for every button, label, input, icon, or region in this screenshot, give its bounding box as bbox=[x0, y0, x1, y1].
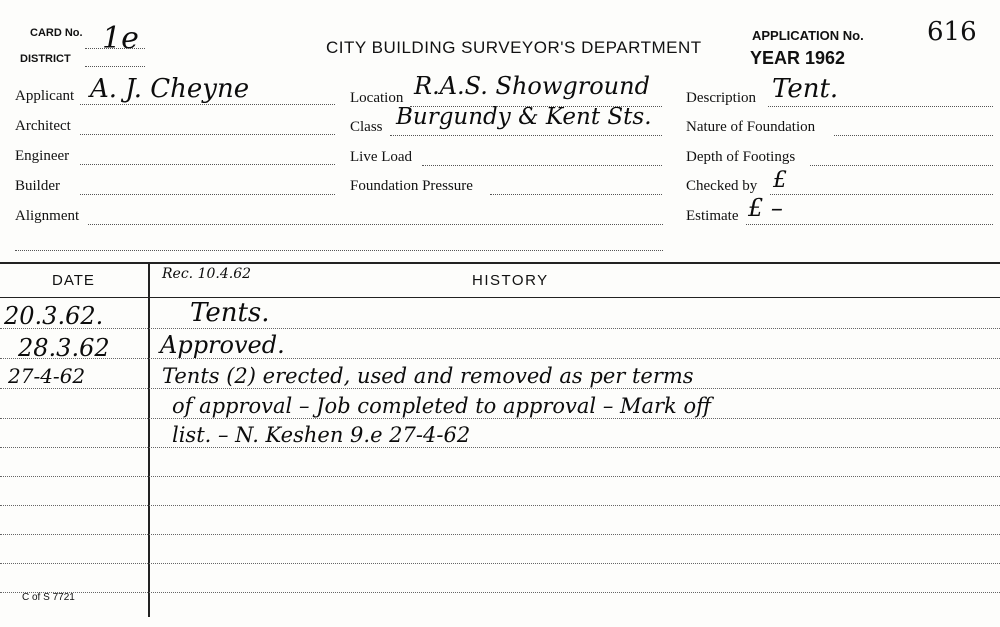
location-label: Location bbox=[350, 90, 404, 106]
live-load-label: Live Load bbox=[350, 149, 413, 165]
checked-by-value: £ bbox=[773, 168, 787, 193]
received-note: Rec. 10.4.62 bbox=[162, 266, 252, 282]
nature-of-foundation-label: Nature of Foundation bbox=[686, 119, 816, 135]
card-no-label: CARD No. bbox=[30, 27, 83, 39]
architect-label: Architect bbox=[15, 118, 71, 134]
depth-of-footings-label: Depth of Footings bbox=[686, 149, 796, 165]
description-label: Description bbox=[686, 90, 756, 106]
engineer-label: Engineer bbox=[15, 148, 70, 164]
foundation-pressure-label: Foundation Pressure bbox=[350, 178, 473, 194]
application-number: 616 bbox=[927, 17, 977, 47]
history-date: 28.3.62 bbox=[18, 334, 110, 362]
location-value: R.A.S. Showground bbox=[414, 72, 650, 100]
checked-by-label: Checked by bbox=[686, 178, 758, 194]
history-text: Tents. bbox=[190, 298, 270, 328]
history-text: of approval – Job completed to approval – Mark off bbox=[172, 394, 711, 418]
estimate-value: £ – bbox=[748, 194, 783, 222]
history-text: Approved. bbox=[160, 331, 285, 359]
history-date: 20.3.62. bbox=[4, 302, 104, 330]
class-label: Class bbox=[350, 119, 383, 135]
history-date: 27-4-62 bbox=[8, 364, 86, 388]
description-value: Tent. bbox=[772, 74, 839, 104]
history-text: Tents (2) erected, used and removed as per terms bbox=[162, 364, 694, 388]
history-text: list. – N. Keshen 9.e 27-4-62 bbox=[172, 423, 471, 447]
application-label: APPLICATION No. bbox=[752, 28, 864, 43]
year-label: YEAR 1962 bbox=[750, 48, 846, 68]
history-header-rule bbox=[0, 297, 1000, 298]
form-code: C of S 7721 bbox=[22, 592, 75, 603]
estimate-label: Estimate bbox=[686, 208, 739, 224]
class-value: Burgundy & Kent Sts. bbox=[396, 104, 652, 130]
builder-label: Builder bbox=[15, 178, 60, 194]
alignment-label: Alignment bbox=[15, 208, 80, 224]
date-header: DATE bbox=[52, 272, 95, 289]
department-title: CITY BUILDING SURVEYOR'S DEPARTMENT bbox=[326, 38, 702, 57]
section-divider bbox=[0, 262, 1000, 264]
applicant-value: A. J. Cheyne bbox=[90, 74, 250, 104]
applicant-label: Applicant bbox=[15, 88, 75, 104]
district-label: DISTRICT bbox=[20, 53, 71, 65]
card-no-value: 1e bbox=[102, 21, 139, 56]
history-header: HISTORY bbox=[472, 272, 549, 289]
